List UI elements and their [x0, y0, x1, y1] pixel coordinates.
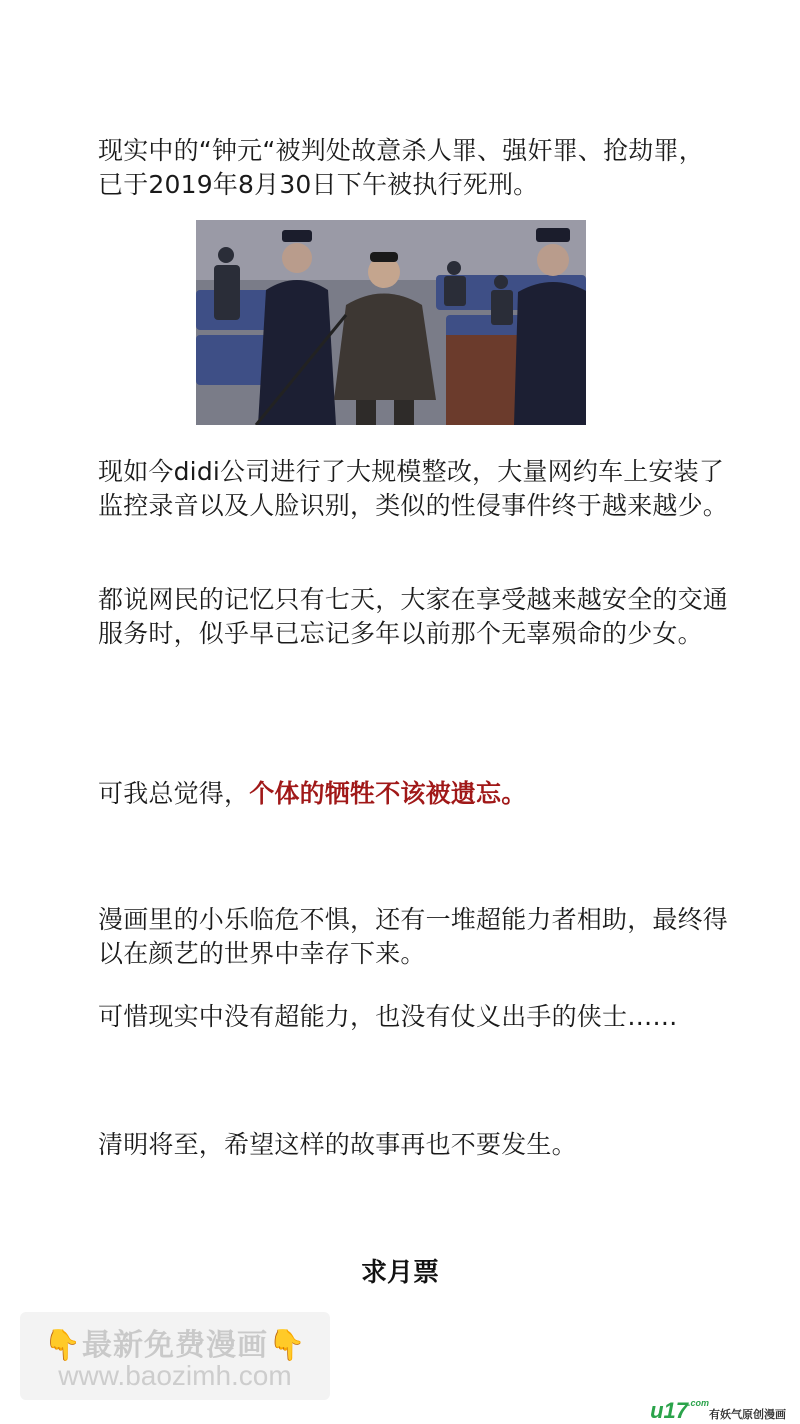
sacrifice-highlight: 个体的牺牲不该被遗忘。 — [249, 779, 527, 808]
watermark-url[interactable]: www.baozimh.com — [58, 1360, 292, 1391]
logo-tagline: 有妖气原创漫画 — [709, 1409, 786, 1421]
watermark-title — [20, 1320, 330, 1364]
watermark-banner[interactable] — [20, 1312, 330, 1400]
hand-down-icon: 👇 — [268, 1328, 307, 1363]
sacrifice-prefix: 可我总觉得， — [98, 779, 250, 808]
logo-domain: .com — [687, 1398, 709, 1408]
paragraph-didi-reform: 现如今didi公司进行了大规模整改，大量网约车上安装了监控录音以及人脸识别，类似的性侵事件终于越来越少。 — [98, 457, 729, 520]
paragraph-reality: 可惜现实中没有超能力，也没有仗义出手的侠士…… — [98, 1002, 678, 1031]
paragraph-verdict: 现实中的“钟元“被判处故意杀人罪、强奸罪、抢劫罪，已于2019年8月30日下午被执行死刑。 — [98, 136, 704, 199]
hand-down-icon: 👇 — [43, 1328, 82, 1363]
paragraph-qingming: 清明将至，希望这样的故事再也不要发生。 — [98, 1130, 577, 1159]
logo-brand: u17 — [650, 1398, 688, 1423]
paragraph-comic: 漫画里的小乐临危不惧，还有一堆超能力者相助，最终得以在颜艺的世界中幸存下来。 — [98, 905, 729, 968]
watermark-title-text: 最新免费漫画 — [82, 1328, 268, 1363]
monthly-ticket-request: 求月票 — [360, 1258, 439, 1288]
courtroom-photo — [196, 220, 586, 425]
u17-logo — [650, 1398, 786, 1423]
paragraph-sacrifice — [98, 777, 728, 811]
paragraph-memory: 都说网民的记忆只有七天，大家在享受越来越安全的交通服务时，似乎早已忘记多年以前那个无辜殒命的少女。 — [98, 585, 729, 648]
